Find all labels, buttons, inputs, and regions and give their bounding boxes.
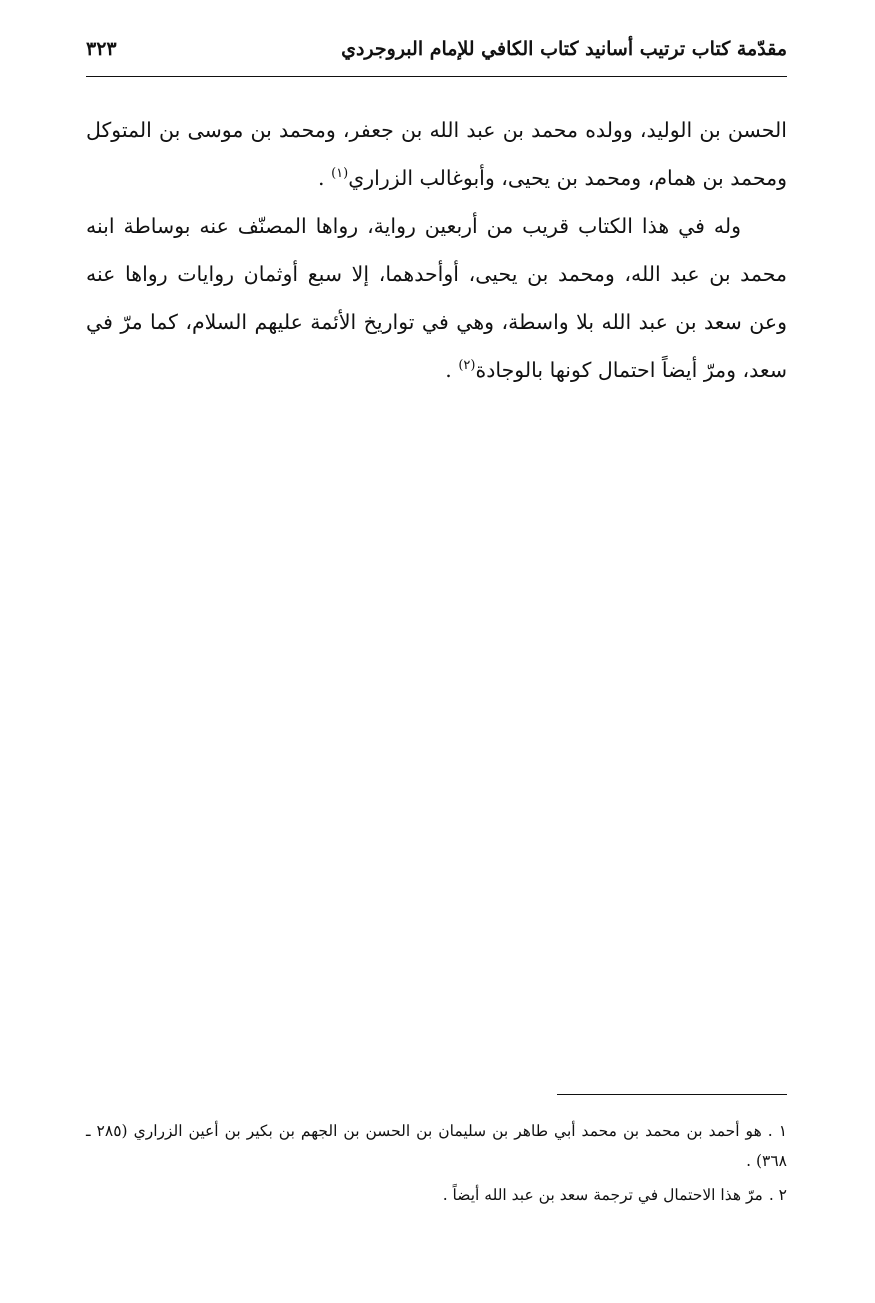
page-header bbox=[86, 34, 787, 77]
paragraph bbox=[86, 202, 787, 394]
paragraph-end: . bbox=[318, 166, 332, 190]
footnote-text: هو أحمد بن محمد بن محمد أبي طاهر بن سليمان بن الحسن بن الجهم بن بكير بن أعين الزراري (٢٨٥ ـ ٣٦٨) . bbox=[86, 1122, 787, 1170]
footnote-ref[interactable]: (١) bbox=[331, 166, 349, 182]
page-number: ٣٢٣ bbox=[86, 38, 117, 60]
running-title: مقدّمة كتاب ترتيب أسانيد كتاب الكافي للإمام البروجردي bbox=[341, 38, 787, 60]
footnote-text: مرّ هذا الاحتمال في ترجمة سعد بن عبد الله أيضاً . bbox=[442, 1186, 763, 1204]
paragraph-end: . bbox=[445, 358, 459, 382]
paragraph-text: وله في هذا الكتاب قريب من أربعين رواية، رواها المصنّف عنه بوساطة ابنه محمد بن عبد الله، ومحمد بن يحيى، أوأحدهما، إلا سبع أوثمان روايات رواها عنه وعن سعد بن عبد الله بلا واسطة، وهي في تواريخ الأئمة عليهم السلام، كما مرّ في سعد، ومرّ أيضاً احتمال كونها بالوجادة bbox=[86, 214, 787, 382]
footnotes bbox=[86, 1116, 787, 1214]
footnote-number: ٢ . bbox=[768, 1186, 787, 1204]
main-text bbox=[86, 106, 787, 394]
footnote bbox=[86, 1180, 787, 1210]
paragraph bbox=[86, 106, 787, 202]
paragraph-text: الحسن بن الوليد، وولده محمد بن عبد الله بن جعفر، ومحمد بن موسى بن المتوكل ومحمد بن همام، ومحمد بن يحيى، وأبوغالب الزراري bbox=[86, 118, 787, 190]
footnote-divider bbox=[557, 1094, 787, 1095]
footnote-number: ١ . bbox=[767, 1122, 788, 1140]
footnote bbox=[86, 1116, 787, 1176]
footnote-ref[interactable]: (٢) bbox=[458, 358, 476, 374]
